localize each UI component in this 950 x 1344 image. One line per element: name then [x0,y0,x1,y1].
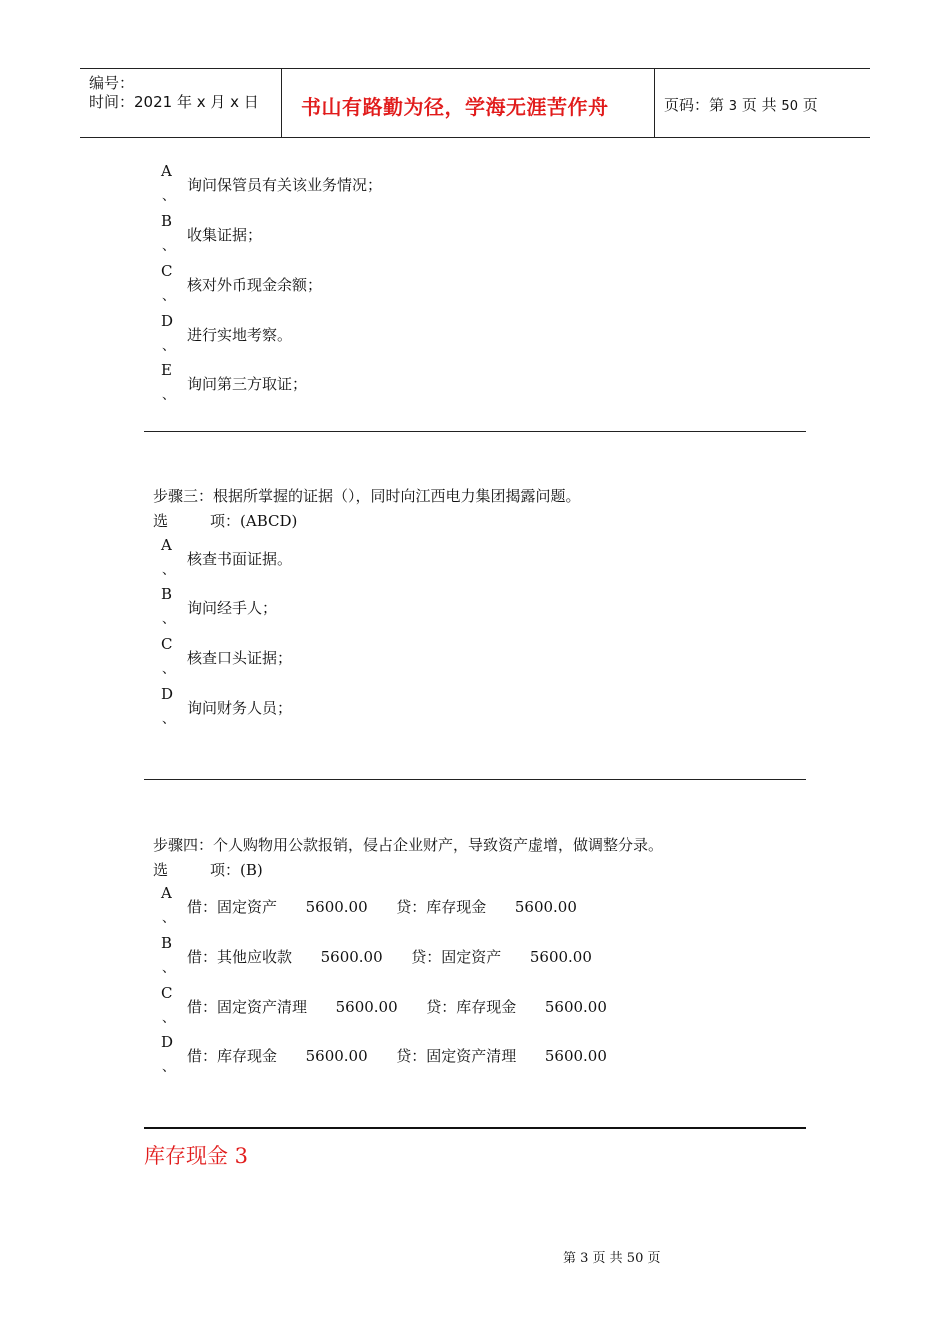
option-mark: 、 [162,563,176,578]
option-text: 询问财务人员； [187,699,293,717]
step4-answer [153,859,263,880]
header-meta-cell [80,69,282,137]
select-value: 项：(ABCD) [210,512,298,530]
step4-option-b [160,934,760,982]
option-letter: B [161,585,173,603]
step4-question: 步骤四：个人购物用公款报销，侵占企业财产，导致资产虚增，做调整分录。 [153,836,664,854]
option-letter: C [161,984,173,1002]
page-footer: 第 3 页 共 50 页 [563,1251,661,1266]
page-mid: 页 共 [741,96,777,114]
date-label: 时间：2021 年 x 月 x 日 [89,93,259,111]
option-letter: A [161,884,172,902]
step4-option-d [160,1033,760,1081]
option-mark: 、 [162,289,176,304]
step3-answer [153,510,297,531]
option-letter: D [161,312,174,330]
option-b [160,212,760,260]
divider [144,779,806,780]
page-header [80,68,870,138]
divider [144,431,806,432]
option-text: 借：固定资产 5600.00 贷：库存现金 5600.00 [187,898,577,916]
option-letter: B [161,212,173,230]
page-number: 3 [728,99,738,114]
select-value: 项：(B) [210,861,263,879]
option-mark: 、 [162,189,176,204]
option-text: 收集证据； [187,226,263,244]
section-title: 库存现金 3 [144,1144,249,1168]
option-text: 询问第三方取证； [187,375,308,393]
option-text: 核查书面证据。 [187,550,293,568]
page-prefix: 页码：第 [664,96,725,114]
option-mark: 、 [162,911,176,926]
option-letter: D [161,1033,174,1051]
serial-label: 编号： [89,74,135,92]
option-letter: C [161,262,173,280]
option-a [160,162,760,210]
option-mark: 、 [162,662,176,677]
step3-option-b [160,585,760,633]
step3-option-a [160,536,760,584]
option-text: 借：库存现金 5600.00 贷：固定资产清理 5600.00 [187,1047,607,1065]
option-text: 核查口头证据； [187,649,293,667]
page-suffix: 页 [802,96,818,114]
page-total: 50 [781,99,798,114]
option-letter: A [161,536,172,554]
header-motto-cell [282,69,655,137]
option-text: 借：固定资产清理 5600.00 贷：库存现金 5600.00 [187,998,607,1016]
option-letter: A [161,162,172,180]
option-letter: B [161,934,173,952]
option-text: 进行实地考察。 [187,326,293,344]
step3-option-d [160,685,760,733]
option-mark: 、 [162,712,176,727]
step4-option-a [160,884,760,932]
select-label: 选 [153,861,169,879]
motto-text: 书山有路勤为径，学海无涯苦作舟 [301,95,609,119]
step3-option-c [160,635,760,683]
select-label: 选 [153,512,169,530]
step4-option-c [160,984,760,1032]
option-d [160,312,760,360]
divider [144,1127,806,1129]
option-mark: 、 [162,612,176,627]
page-indicator [664,94,818,115]
option-text: 借：其他应收款 5600.00 贷：固定资产 5600.00 [187,948,592,966]
option-text: 询问保管员有关该业务情况； [187,176,383,194]
option-mark: 、 [162,239,176,254]
option-mark: 、 [162,388,176,403]
header-page-cell [655,69,870,137]
option-letter: C [161,635,173,653]
option-text: 核对外币现金余额； [187,276,323,294]
option-mark: 、 [162,339,176,354]
option-letter: D [161,685,174,703]
option-text: 询问经手人； [187,599,278,617]
option-letter: E [161,361,172,379]
option-mark: 、 [162,961,176,976]
option-mark: 、 [162,1011,176,1026]
option-mark: 、 [162,1060,176,1075]
option-e [160,361,760,409]
option-c [160,262,760,310]
step3-question: 步骤三：根据所掌握的证据（），同时向江西电力集团揭露问题。 [153,487,581,505]
